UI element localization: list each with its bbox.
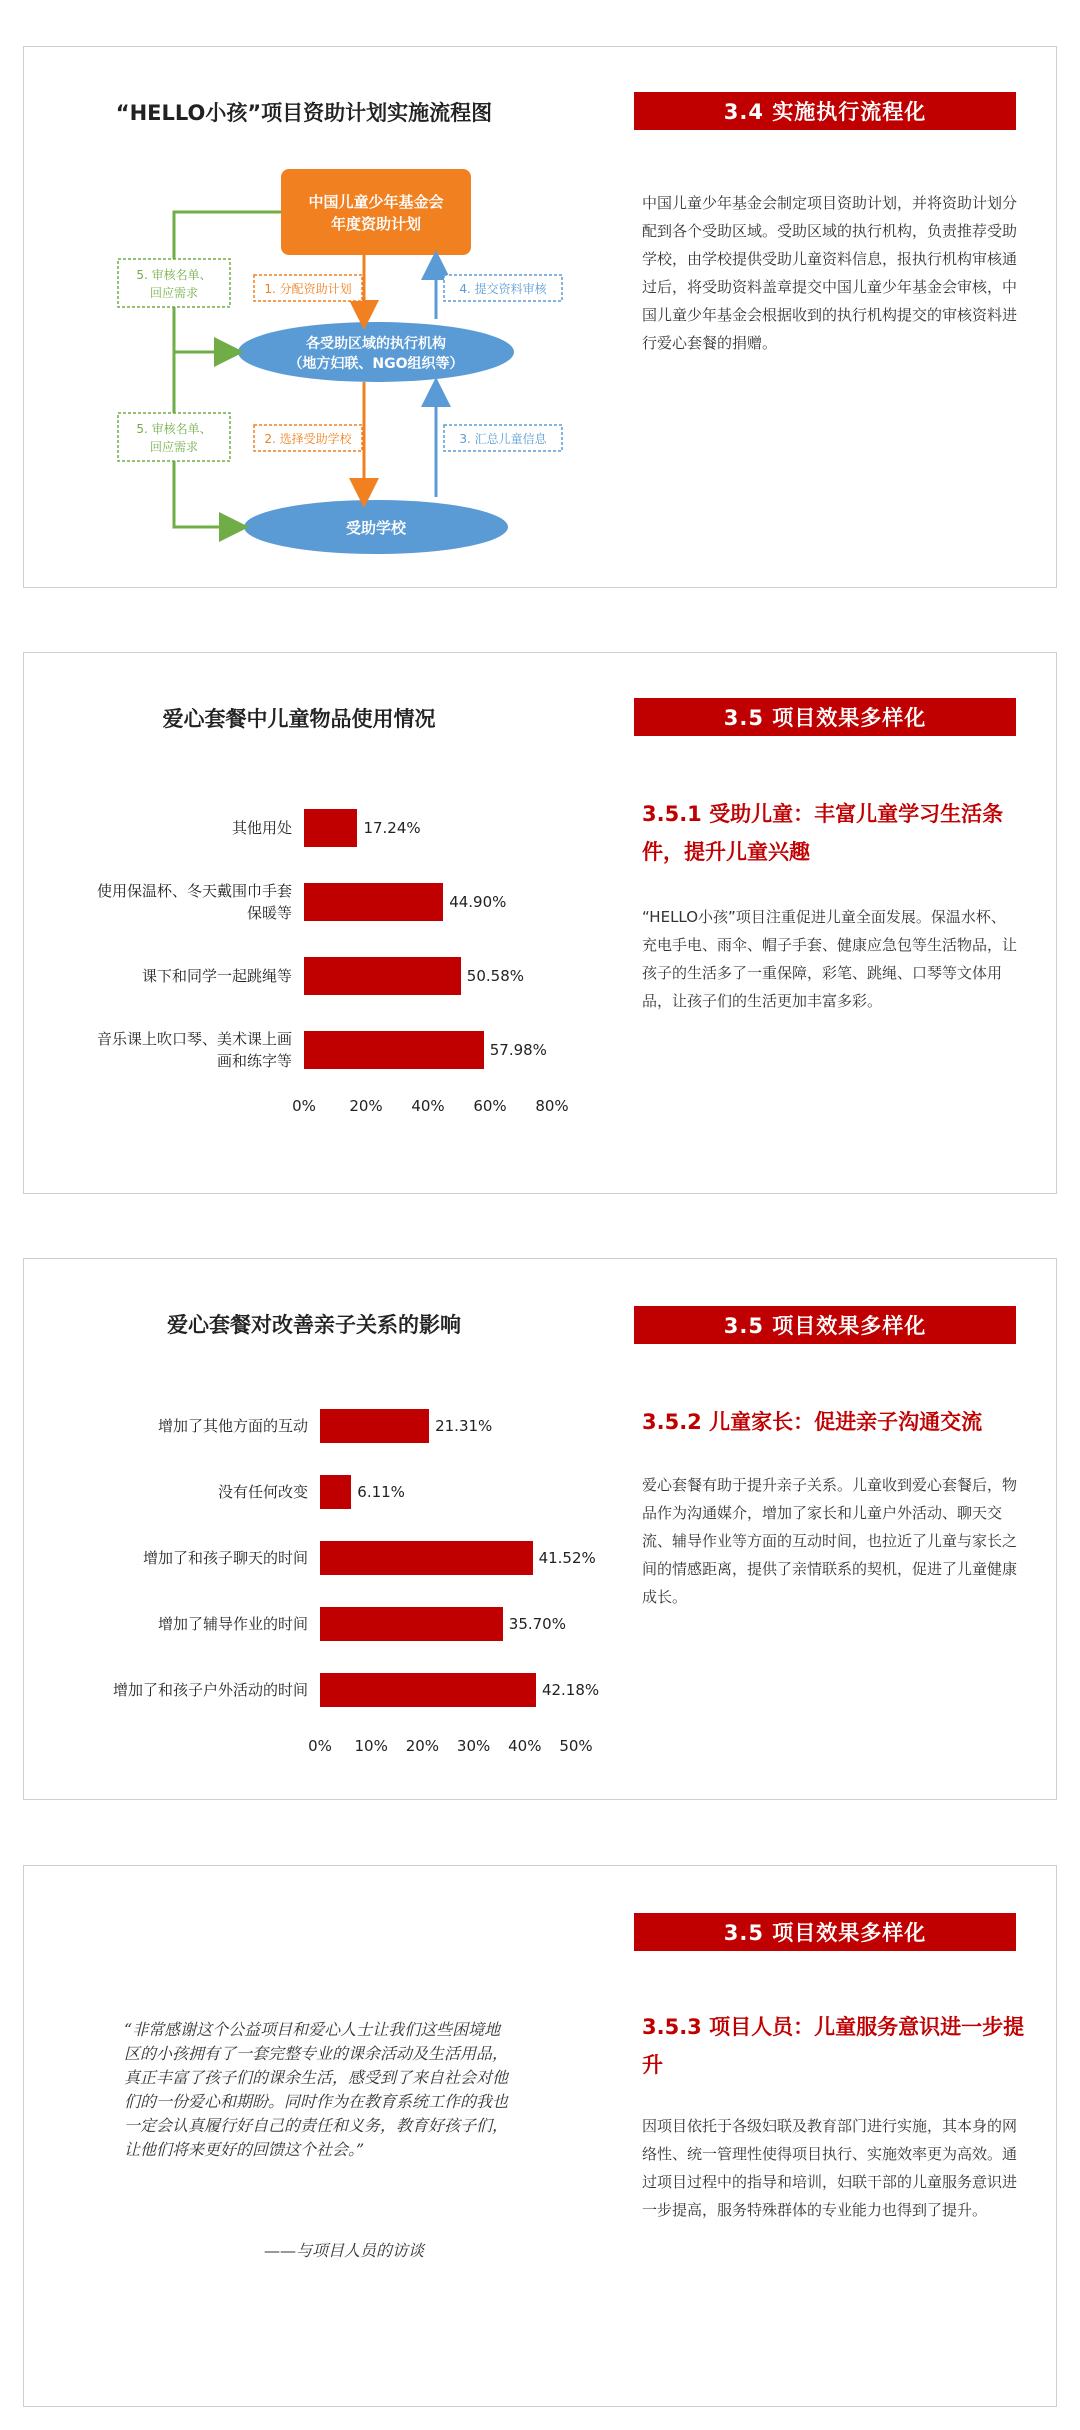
section-3-5-2-title: 3.5.2 儿童家长：促进亲子沟通交流 [642, 1410, 983, 1434]
chart2-value-label: 35.70% [508, 1615, 566, 1633]
chart2-tick-label: 10% [354, 1737, 388, 1755]
step-5a-line1: 5. 审核名单、 [136, 268, 212, 282]
chart2-bar [320, 1541, 533, 1575]
node-agency-line1: 各受助区域的执行机构 [306, 336, 446, 352]
chart1-bar [304, 957, 461, 995]
chart2-tick-label: 40% [508, 1737, 542, 1755]
chart2-category-label: 增加了和孩子聊天的时间 [142, 1549, 308, 1567]
chart1-bar [304, 1031, 484, 1069]
node-foundation [281, 169, 471, 255]
chart2-category-label: 增加了和孩子户外活动的时间 [112, 1681, 308, 1699]
chart2-tick-label: 20% [405, 1737, 440, 1755]
section-3-5-3-body: 因项目依托于各级妇联及教育部门进行实施，其本身的网络性、统一管理性使得项目执行、实施效率更为高效。通过项目过程中的指导和培训，妇联干部的儿童服务意识进一步提高，服务特殊群体的专业能力也得到了提升。 [642, 2117, 1018, 2219]
chart2-bar [320, 1607, 503, 1641]
node-school-label: 受助学校 [345, 519, 407, 537]
step-5b-line1: 5. 审核名单、 [136, 422, 212, 436]
section-banner-3-5-a: 3.5 项目效果多样化 [634, 698, 1016, 736]
chart2-category-label: 没有任何改变 [217, 1483, 308, 1501]
chart2-bar [320, 1475, 351, 1509]
usage-card [23, 652, 1057, 1194]
chart2-value-label: 21.31% [435, 1417, 493, 1435]
step-1-label: 1. 分配资助计划 [264, 282, 352, 296]
section-3-5-3-title: 3.5.3 项目人员：儿童服务意识进一步提升 [642, 2015, 1025, 2077]
flow-diagram [74, 167, 634, 587]
chart2-bar [320, 1409, 429, 1443]
chart1-category-label: 其他用处 [231, 819, 292, 837]
chart1-tick-label: 0% [292, 1097, 316, 1115]
chart1-value-label: 17.24% [363, 819, 421, 837]
chart1-category-label: 音乐课上吹口琴、美术课上画 画和练字等 [96, 1030, 292, 1070]
step-5a-line2: 回应需求 [149, 286, 199, 300]
chart1-tick-label: 60% [473, 1097, 507, 1115]
flow-title: “HELLO小孩”项目资助计划实施流程图 [115, 101, 493, 125]
chart2-category-label: 增加了辅导作业的时间 [157, 1615, 308, 1633]
section-banner-3-5-c: 3.5 项目效果多样化 [634, 1913, 1016, 1951]
chart1-category-label: 课下和同学一起跳绳等 [141, 967, 292, 985]
chart1-title: 爱心套餐中儿童物品使用情况 [162, 707, 436, 731]
parent-child-card [23, 1258, 1057, 1800]
node-agency-line2: （地方妇联、NGO组织等） [288, 356, 464, 372]
node-foundation-line2: 年度资助计划 [330, 215, 422, 233]
chart1-value-label: 57.98% [489, 1041, 547, 1059]
chart2-value-label: 41.52% [538, 1549, 596, 1567]
chart1-bar [304, 883, 443, 921]
chart1-tick-label: 40% [411, 1097, 445, 1115]
chart2-bar [320, 1673, 536, 1707]
chart2-title: 爱心套餐对改善亲子关系的影响 [167, 1313, 461, 1337]
node-foundation-line1: 中国儿童少年基金会 [308, 193, 444, 211]
section-3-5-2-body: 爱心套餐有助于提升亲子关系。儿童收到爱心套餐后，物品作为沟通媒介，增加了家长和儿童户外活动、聊天交流、辅导作业等方面的互动时间，也拉近了儿童与家长之间的情感距离，提供了亲情联系的契机，促进了儿童健康成长。 [642, 1476, 1018, 1606]
chart2-value-label: 6.11% [357, 1483, 405, 1501]
chart2-tick-label: 0% [308, 1737, 332, 1755]
chart2-tick-label: 50% [559, 1737, 593, 1755]
chart1-value-label: 44.90% [449, 893, 507, 911]
node-agency [238, 322, 514, 382]
section-3-5-1-title: 3.5.1 受助儿童：丰富儿童学习生活条件，提升儿童兴趣 [642, 802, 1004, 864]
section-banner-3-4: 3.4 实施执行流程化 [634, 92, 1016, 130]
flow-card [23, 46, 1057, 588]
chart1-bar [304, 809, 357, 847]
chart2-category-label: 增加了其他方面的互动 [157, 1417, 308, 1435]
chart2-plot [24, 1259, 624, 1801]
section-3-5-1-body: “HELLO小孩”项目注重促进儿童全面发展。保温水杯、充电手电、雨伞、帽子手套、健康应急包等生活物品，让孩子的生活多了一重保障，彩笔、跳绳、口琴等文体用品，让孩子们的生活更加丰富多彩。 [642, 908, 1018, 1010]
chart1-value-label: 50.58% [466, 967, 524, 985]
step-5b-line2: 回应需求 [149, 440, 199, 454]
step-3-label: 3. 汇总儿童信息 [459, 432, 547, 446]
quote-attribution: ——与项目人员的访谈 [264, 2241, 425, 2260]
section-banner-3-5-b: 3.5 项目效果多样化 [634, 1306, 1016, 1344]
step-2-label: 2. 选择受助学校 [264, 432, 352, 446]
chart2-value-label: 42.18% [541, 1681, 600, 1699]
chart2-tick-label: 30% [456, 1737, 491, 1755]
chart1-plot [24, 653, 624, 1195]
chart1-category-label: 使用保温杯、冬天戴围巾手套 保暖等 [96, 882, 292, 922]
step-4-label: 4. 提交资料审核 [459, 282, 547, 296]
chart1-tick-label: 20% [349, 1097, 383, 1115]
section-3-4-body: 中国儿童少年基金会制定项目资助计划，并将资助计划分配到各个受助区域。受助区域的执行机构，负责推荐受助学校，由学校提供受助儿童资料信息，报执行机构审核通过后，将受助资料盖章提交中国儿童少年基金会审核，中国儿童少年基金会根据收到的执行机构提交的审核资料进行爱心套餐的捐赠。 [642, 194, 1018, 352]
staff-card [23, 1865, 1057, 2407]
chart1-tick-label: 80% [535, 1097, 569, 1115]
interview-quote: “非常感谢这个公益项目和爱心人士让我们这些困境地区的小孩拥有了一套完整专业的课余活动及生活用品，真正丰富了孩子们的课余生活，感受到了来自社会对他们的一份爱心和期盼。同时作为在教育系统工作的我也一定会认真履行好自己的责任和义务，教育好孩子们，让他们将来更好的回馈这个社会。” [124, 2020, 509, 2159]
